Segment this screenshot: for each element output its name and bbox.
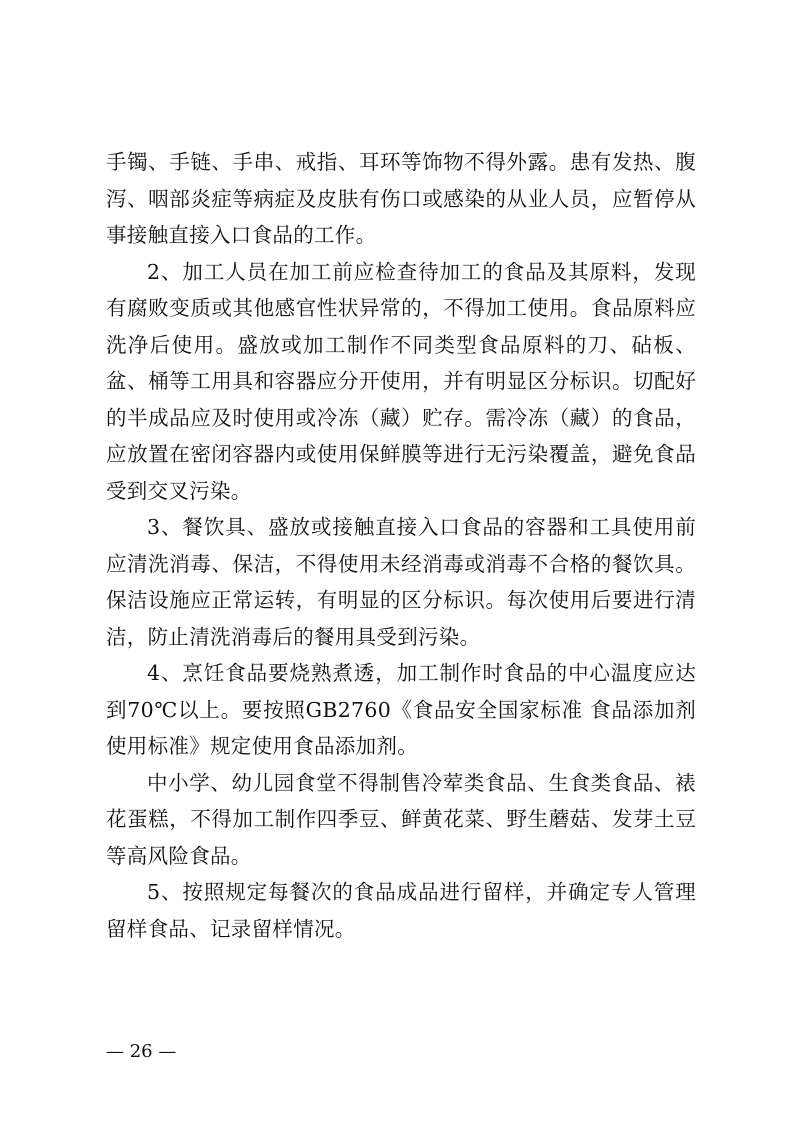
paragraph-item-2: 2、加工人员在加工前应检查待加工的食品及其原料，发现有腐败变质或其他感官性状异常的，不得加工使用。食品原料应洗净后使用。盛放或加工制作不同类型食品原料的刀、砧板、盆、桶等工用具和容器应分开使用，并有明显区分标识。切配好的半成品应及时使用或冷冻（藏）贮存。需冷冻（藏）的食品，应放置在密闭容器内或使用保鲜膜等进行无污染覆盖，避免食品受到交叉污染。 [106, 259, 696, 503]
paragraph-item-3: 3、餐饮具、盛放或接触直接入口食品的容器和工具使用前应清洗消毒、保洁，不得使用未经消毒或消毒不合格的餐饮具。保洁设施应正常运转，有明显的区分标识。每次使用后要进行清洁，防止清洗消毒后的餐用具受到污染。 [106, 515, 696, 649]
paragraph-item-4: 4、烹饪食品要烧熟煮透，加工制作时食品的中心温度应达到70℃以上。要按照GB2760《食品安全国家标准 食品添加剂使用标准》规定使用食品添加剂。 [106, 661, 696, 758]
body-text [106, 144, 696, 947]
paragraph-school-canteen: 中小学、幼儿园食堂不得制售冷荤类食品、生食类食品、裱花蛋糕，不得加工制作四季豆、鲜黄花菜、野生蘑菇、发芽土豆等高风险食品。 [106, 770, 696, 868]
page-number: — 26 — [106, 1041, 177, 1062]
paragraph-item-5: 5、按照规定每餐次的食品成品进行留样，并确定专人管理留样食品、记录留样情况。 [106, 880, 696, 941]
paragraph-continuation: 手镯、手链、手串、戒指、耳环等饰物不得外露。患有发热、腹泻、咽部炎症等病症及皮肤有伤口或感染的从业人员，应暂停从事接触直接入口食品的工作。 [106, 150, 696, 247]
